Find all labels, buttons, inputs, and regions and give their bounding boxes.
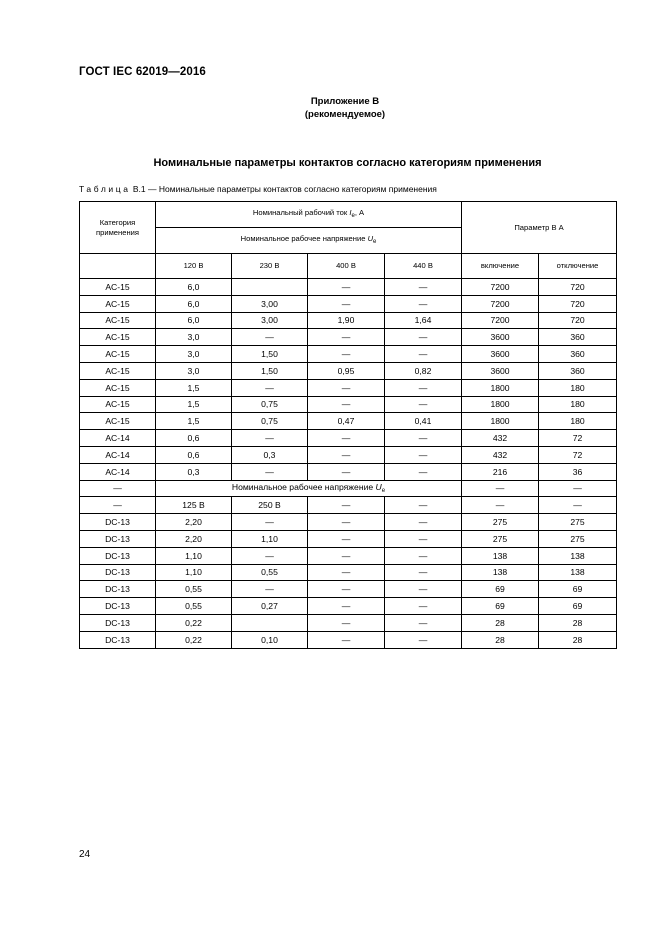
blank-header-cell: [80, 254, 156, 279]
table-row: [80, 329, 617, 346]
table-row: [80, 346, 617, 363]
table-cell: 6,0: [156, 312, 232, 329]
table-cell: —: [308, 295, 385, 312]
table-cell: —: [308, 564, 385, 581]
table-cell: 3600: [462, 362, 539, 379]
dc-voltage-header: [156, 480, 462, 497]
table-cell: —: [308, 463, 385, 480]
table-cell: —: [385, 346, 462, 363]
table-cell: 275: [462, 514, 539, 531]
table-cell: —: [385, 446, 462, 463]
table-row: [80, 362, 617, 379]
table-row: [80, 530, 617, 547]
table-cell: 0,22: [156, 614, 232, 631]
table-caption-text: В.1 — Номинальные параметры контактов согласно категориям применения: [130, 184, 437, 194]
table-cell: —: [308, 598, 385, 615]
current-symbol: I: [349, 208, 352, 217]
table-cell: 360: [539, 346, 617, 363]
table-cell: 0,3: [156, 463, 232, 480]
table-cell: DC-13: [80, 564, 156, 581]
table-cell: —: [385, 547, 462, 564]
table-cell: 360: [539, 329, 617, 346]
table-cell: 180: [539, 413, 617, 430]
table-cell: 3,0: [156, 346, 232, 363]
table-cell: 1,5: [156, 396, 232, 413]
table-cell: AC-15: [80, 312, 156, 329]
table-cell: —: [308, 430, 385, 447]
table-cell: 125 В: [156, 497, 232, 514]
table-cell: 0,6: [156, 446, 232, 463]
table-cell: 72: [539, 430, 617, 447]
table-row: [80, 564, 617, 581]
table-cell: DC-13: [80, 598, 156, 615]
table-cell: DC-13: [80, 530, 156, 547]
table-cell: 72: [539, 446, 617, 463]
voltage-subscript: e: [373, 239, 377, 245]
table-cell: 138: [462, 547, 539, 564]
table-cell: —: [385, 530, 462, 547]
table-cell: 0,6: [156, 430, 232, 447]
table-cell: —: [232, 463, 308, 480]
table-cell: —: [308, 530, 385, 547]
table-cell: AC-15: [80, 396, 156, 413]
table-row: [80, 463, 617, 480]
table-cell: —: [308, 614, 385, 631]
table-cell: 432: [462, 430, 539, 447]
table-row: [80, 598, 617, 615]
table-cell: 6,0: [156, 295, 232, 312]
table-cell: [232, 614, 308, 631]
table-cell: 1,50: [232, 346, 308, 363]
dc-voltage-subscript: e: [381, 488, 386, 495]
voltage-col-440: 440 В: [385, 254, 462, 279]
table-cell: —: [385, 279, 462, 296]
page-number: 24: [79, 849, 91, 860]
voltage-col-400: 400 В: [308, 254, 385, 279]
ratings-table: [79, 201, 617, 649]
table-row: [80, 413, 617, 430]
table-row: [80, 614, 617, 631]
table-cell: 275: [539, 514, 617, 531]
table-cell: 720: [539, 279, 617, 296]
table-cell: 3600: [462, 346, 539, 363]
table-row: [80, 581, 617, 598]
table-body: [80, 202, 617, 649]
table-cell: —: [385, 430, 462, 447]
table-cell: 6,0: [156, 279, 232, 296]
current-header-text: Номинальный рабочий ток: [252, 208, 350, 217]
table-cell: AC-14: [80, 446, 156, 463]
table-cell: 360: [539, 362, 617, 379]
category-header: Категория применения: [80, 202, 156, 254]
table-cell: —: [232, 329, 308, 346]
table-cell: 1800: [462, 413, 539, 430]
table-cell: 7200: [462, 295, 539, 312]
table-cell: 0,10: [232, 631, 308, 648]
voltage-col-230: 230 В: [232, 254, 308, 279]
table-cell: 250 В: [232, 497, 308, 514]
table-cell: DC-13: [80, 547, 156, 564]
table-cell: 28: [539, 614, 617, 631]
table-row: [80, 295, 617, 312]
table-cell: 0,41: [385, 413, 462, 430]
table-row: [80, 379, 617, 396]
table-caption-label: Таблица: [79, 184, 131, 194]
table-cell: [232, 279, 308, 296]
table-cell: 1,10: [156, 564, 232, 581]
table-cell: 275: [462, 530, 539, 547]
table-cell: —: [308, 497, 385, 514]
table-cell: 0,22: [156, 631, 232, 648]
table-cell: 275: [539, 530, 617, 547]
table-cell: 36: [539, 463, 617, 480]
table-cell: 0,55: [156, 598, 232, 615]
table-cell: 138: [539, 547, 617, 564]
table-cell: 138: [462, 564, 539, 581]
table-cell: —: [308, 396, 385, 413]
table-row: [80, 446, 617, 463]
table-cell: 0,27: [232, 598, 308, 615]
dc-voltage-row: [80, 497, 617, 514]
table-cell: —: [232, 547, 308, 564]
table-cell: —: [232, 514, 308, 531]
table-cell: —: [308, 379, 385, 396]
table-cell: AC-14: [80, 430, 156, 447]
table-cell: 432: [462, 446, 539, 463]
dc-voltage-header-text: Номинальное рабочее напряжение: [231, 482, 376, 493]
current-header: [156, 202, 462, 228]
table-cell: 2,20: [156, 530, 232, 547]
table-cell: —: [385, 295, 462, 312]
table-cell: —: [308, 547, 385, 564]
table-cell: —: [232, 379, 308, 396]
table-row: [80, 631, 617, 648]
table-cell: 0,82: [385, 362, 462, 379]
table-cell: 7200: [462, 312, 539, 329]
table-cell: 1,90: [308, 312, 385, 329]
table-cell: —: [308, 514, 385, 531]
table-cell: —: [308, 631, 385, 648]
table-cell: —: [385, 379, 462, 396]
table-cell: 0,55: [232, 564, 308, 581]
param-header: Параметр В А: [462, 202, 617, 254]
table-cell: 0,3: [232, 446, 308, 463]
table-cell: 1,64: [385, 312, 462, 329]
table-cell: 69: [539, 581, 617, 598]
table-cell: DC-13: [80, 514, 156, 531]
header-row-current: [80, 202, 617, 228]
table-cell: 0,75: [232, 413, 308, 430]
table-cell: 0,55: [156, 581, 232, 598]
table-cell: 28: [462, 631, 539, 648]
table-cell: —: [385, 564, 462, 581]
table-cell: 7200: [462, 279, 539, 296]
table-cell: AC-15: [80, 346, 156, 363]
table-cell: 69: [462, 581, 539, 598]
table-row: [80, 312, 617, 329]
voltage-header-text: Номинальное рабочее напряжение: [240, 234, 368, 243]
table-cell: —: [385, 514, 462, 531]
table-cell: —: [385, 598, 462, 615]
dc-header-break: —: [539, 480, 617, 497]
table-cell: 720: [539, 295, 617, 312]
table-row: [80, 430, 617, 447]
table-cell: 0,47: [308, 413, 385, 430]
table-cell: —: [539, 497, 617, 514]
table-cell: —: [232, 430, 308, 447]
table-cell: 3,0: [156, 362, 232, 379]
current-subscript: e: [351, 213, 355, 219]
break-col: отключение: [539, 254, 617, 279]
table-cell: 138: [539, 564, 617, 581]
table-cell: AC-15: [80, 295, 156, 312]
table-cell: —: [80, 497, 156, 514]
header-row-columns: [80, 254, 617, 279]
table-cell: 1,10: [156, 547, 232, 564]
table-caption: [79, 184, 437, 194]
make-col: включение: [462, 254, 539, 279]
table-cell: 1,5: [156, 413, 232, 430]
table-cell: 2,20: [156, 514, 232, 531]
table-cell: 3,0: [156, 329, 232, 346]
table-cell: DC-13: [80, 631, 156, 648]
table-cell: 1800: [462, 396, 539, 413]
table-cell: DC-13: [80, 614, 156, 631]
dc-voltage-symbol: U: [375, 482, 382, 493]
table-cell: 0,75: [232, 396, 308, 413]
table-cell: —: [385, 396, 462, 413]
table-cell: 1800: [462, 379, 539, 396]
table-cell: —: [308, 346, 385, 363]
table-cell: 69: [462, 598, 539, 615]
table-cell: 3,00: [232, 295, 308, 312]
table-cell: 3600: [462, 329, 539, 346]
table-row: [80, 279, 617, 296]
table-cell: —: [385, 581, 462, 598]
table-row: [80, 514, 617, 531]
table-row: [80, 547, 617, 564]
table-cell: 1,50: [232, 362, 308, 379]
table-cell: —: [385, 329, 462, 346]
annex-title: Приложение В: [310, 96, 380, 107]
table-cell: —: [308, 329, 385, 346]
table-cell: 180: [539, 396, 617, 413]
table-cell: 28: [539, 631, 617, 648]
table-cell: 216: [462, 463, 539, 480]
table-cell: AC-15: [80, 362, 156, 379]
table-cell: —: [462, 497, 539, 514]
table-cell: —: [308, 581, 385, 598]
table-cell: —: [308, 446, 385, 463]
dc-header-make: —: [462, 480, 539, 497]
annex-subtitle: (рекомендуемое): [304, 109, 386, 120]
document-code: ГОСТ IEC 62019—2016: [79, 66, 206, 78]
table-cell: 1,5: [156, 379, 232, 396]
table-cell: AC-15: [80, 413, 156, 430]
current-unit: , А: [354, 208, 365, 217]
table-cell: 28: [462, 614, 539, 631]
table-cell: AC-15: [80, 329, 156, 346]
table-cell: —: [385, 463, 462, 480]
table-row: [80, 396, 617, 413]
table-cell: 1,10: [232, 530, 308, 547]
table-cell: —: [308, 279, 385, 296]
table-cell: AC-15: [80, 279, 156, 296]
voltage-col-120: 120 В: [156, 254, 232, 279]
table-cell: —: [385, 614, 462, 631]
table-cell: 0,95: [308, 362, 385, 379]
voltage-symbol: U: [367, 234, 374, 243]
table-cell: AC-15: [80, 379, 156, 396]
table-cell: —: [232, 581, 308, 598]
dc-header-row: [80, 480, 617, 497]
dc-header-category: —: [80, 480, 156, 497]
table-cell: —: [385, 631, 462, 648]
table-cell: 180: [539, 379, 617, 396]
table-cell: DC-13: [80, 581, 156, 598]
table-cell: 720: [539, 312, 617, 329]
table-cell: 69: [539, 598, 617, 615]
table-cell: 3,00: [232, 312, 308, 329]
table-cell: —: [385, 497, 462, 514]
voltage-header: [156, 228, 462, 254]
section-title: Номинальные параметры контактов согласно категориям применения: [153, 157, 542, 169]
table-cell: AC-14: [80, 463, 156, 480]
